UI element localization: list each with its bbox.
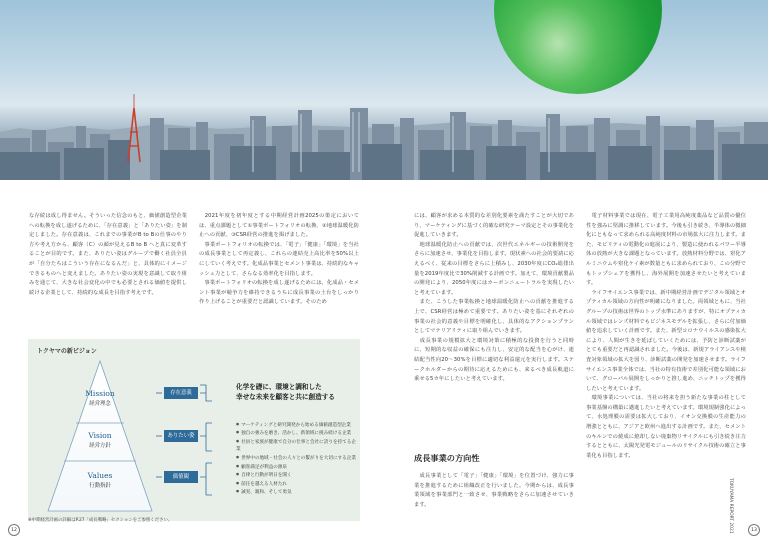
- body-text-column-3-continued: 成長事業として「電子」「健康」「環境」を位置づけ、強力に事業を推進するために組織改正を行いました。今期からは、成長事業領域を事業部門と一致させ、事業戦略をさらに加速させていきます。: [414, 473, 574, 508]
- running-head: TOKUYAMA REPORT 2021: [728, 478, 733, 534]
- mission-label-jp: 経営理念: [89, 401, 111, 407]
- section-heading: 成長事業の方向性: [414, 453, 480, 463]
- page-number-right: 13: [748, 524, 760, 536]
- list-item: ● 誠実、親和、そして勇気: [236, 488, 292, 496]
- purpose-statement: [236, 382, 335, 402]
- list-item: ● 世界中の地域・社会の人々との繋がりを大切にする企業: [236, 454, 360, 462]
- page-number-left: 12: [8, 524, 20, 536]
- vision-label: [50, 431, 150, 449]
- values-label-jp: 行動指針: [89, 483, 111, 489]
- aspiration-list: [236, 421, 360, 462]
- vision-panel: [28, 339, 360, 521]
- values-list: [236, 463, 292, 497]
- values-label-en: Values: [87, 471, 113, 480]
- body-text-column-4: 電子材料事業では現在、電子工業用高純度薬品など品質の優位性を強みに堅調に推移しています。今後も引き続き、半導体の微細化にともなって求められる高純度材料の市場拡大に注力します。また、モビリティの電動化の進展により、製造に使われるパワー半導体の放熱が大きな課題となっています。放熱材料分野では、窒化アルミニウムや窒化ケイ素が数量ともに求められており、この分野でもトップシェアを獲得し、海外展開を加速させたいと考えています。 ライフサイエンス事業では、新中期経営計画でデジタル領域とオプティカル領域の方向性が明確になりました。両領域ともに、当社グループの技術は世界のトップ水準にありますが、特にオプティカル領域ではレンズ材料でもビジネスモデルを拡張し、さらに付加価値を追求していく計画です。また、新型コロナウイルスの感染拡大により、人間が生きを延ばしていくためには、予防と診断試薬がとても重要だと再認識されました。今後は、新規アライアンスや検査対象領域の拡大を図り、診断試薬の開発を加速させます。ライフサイエンス事業全体では、当社の特有技術で差別化可能な領域において、グローバル展開をしっかりと推し進め、ニッチトップを獲得したいと考えています。 環境事業については、当社の将来を担う新たな事業の柱として事業基盤の構築に邁進したいと考えています。環境規制強化によって、水処理膜の需要は拡大しており、イオン交換膜の生産能力の増強とともに、アジアと欧州へ進出する計画です。また、セメントのキルンでの焼成に焼却しない廃棄物リサイクルにも引き続き注力するとともに、太陽光発電モジュールのリサイクル技術の確立と事業化も目指します。: [586, 213, 746, 459]
- mission-label-en: Mission: [85, 389, 115, 398]
- vision-label-en: Vision: [88, 431, 112, 440]
- list-item: ● 独自の強みを磨き、活かし、新領域に挑み続ける企業: [236, 429, 360, 437]
- vision-label-jp: 経営方針: [89, 443, 111, 449]
- vision-title: トクヤマの新ビジョン: [37, 348, 97, 355]
- hero-cityscape-photo: [0, 0, 768, 180]
- body-text-column-2: 2021年度を初年度とする中期経営計画2025の策定においては、重点課題として①事業ポートフォリオの転換、②地球温暖化防止への貢献、③CSR経営の推進を掲げました。 事業ポートフォリオの転換では、「電子」「健康」「環境」を当社の成長事業として再定義し、これらの連結売上高比率を50%以上にしていく考えです。化成品事業とセメント事業は、持続的なキャッシュ力として、さらなる効率化を目指します。 事業ポートフォリオの転換を成し遂げるためには、化成品・セメント事業が競争力を維持できるうちに成長事業の土台をしっかり作り上げることが重要だと認識しています。そのため: [199, 213, 359, 306]
- body-text-column-3: には、顧客が求める本質的な差別化要素を満たすことが大切であり、マーケティングに基づく的確な研究テーマ設定とその事業化を促進していきます。 地球温暖化防止への貢献では、次世代エネルギーの技術開発をさらに加速させ、事業化を目指します。現状素への社会的要請に応えるべく、従来の目標をさらに上積みし、2030年度にCO₂総排出量を2019年度比で30%削減する計画です。加えて、環境貢献製品の開発により、2050年度にはカーボンニュートラルを実現したいと考えています。 また、こうした事業転換と地球温暖化防止への貢献を推進する上で、CSR経営は極めて重要です。ありたい姿を基にそれぞれの事業の社会的意義や目標を明確化し、具体的なアクションプランとしてマテリアリティに取り組んでいきます。 成長事業の規模拡大と環境対策に積極的な投資を行うと同時に、短期的な収益の確保にも注力し、安定的な配当を心がけ、連結配当性向20〜30%を目標に適切な利益還元を実行します。ステークホルダーからの期待に応えるためにも、来るべき成長軌道に乗せる5カ年にしたいと考えています。: [414, 213, 574, 383]
- purpose-tag: 存在意義: [164, 387, 198, 399]
- list-item: ● 顧客満足が利益の源泉: [236, 463, 292, 471]
- list-item: ● 自律と行動が明日を開く: [236, 471, 292, 479]
- aspiration-tag: ありたい姿: [164, 430, 198, 442]
- mission-label: [50, 389, 150, 407]
- body-text-column-1: な存続は成し得ません。そういった信念のもと、価値創造型企業への転換を成し遂げるために、「存在意義」と「ありたい姿」を制定しました。存在意義は、これまでの事業がB to Bの仕事のやり方や考え方から、顧客（C）の顔が見えるB to B へと真に変革することが目的です。また、ありたい姿はグループで働く社員全員が「自分たちはこういう存在になるんだ」と、具体的にイメージできるものへと変えました。ありたい姿の実現を意識して取り組みを通じて、大きな社会変化の中でも必要とされる価値を提供し続ける企業として、持続的な成長を目指す考えです。: [29, 213, 187, 296]
- values-tag: 価値観: [164, 471, 198, 483]
- list-item: ● マーケティングと研究開発から始める価値創造型企業: [236, 421, 360, 429]
- purpose-line-1: 化学を礎に、環境と調和した: [236, 383, 322, 391]
- values-label: [50, 471, 150, 489]
- purpose-line-2: 幸せな未来を顧客と共に創造する: [236, 393, 335, 401]
- list-item: ● 前任を越える人材たれ: [236, 480, 292, 488]
- list-item: ● 社員と家族が健康で自分の仕事と会社に誇りを持てる企業: [236, 438, 360, 454]
- footnote: ※中期経営計画の詳細はP.27「成長戦略」セクションをご参照ください。: [28, 518, 173, 523]
